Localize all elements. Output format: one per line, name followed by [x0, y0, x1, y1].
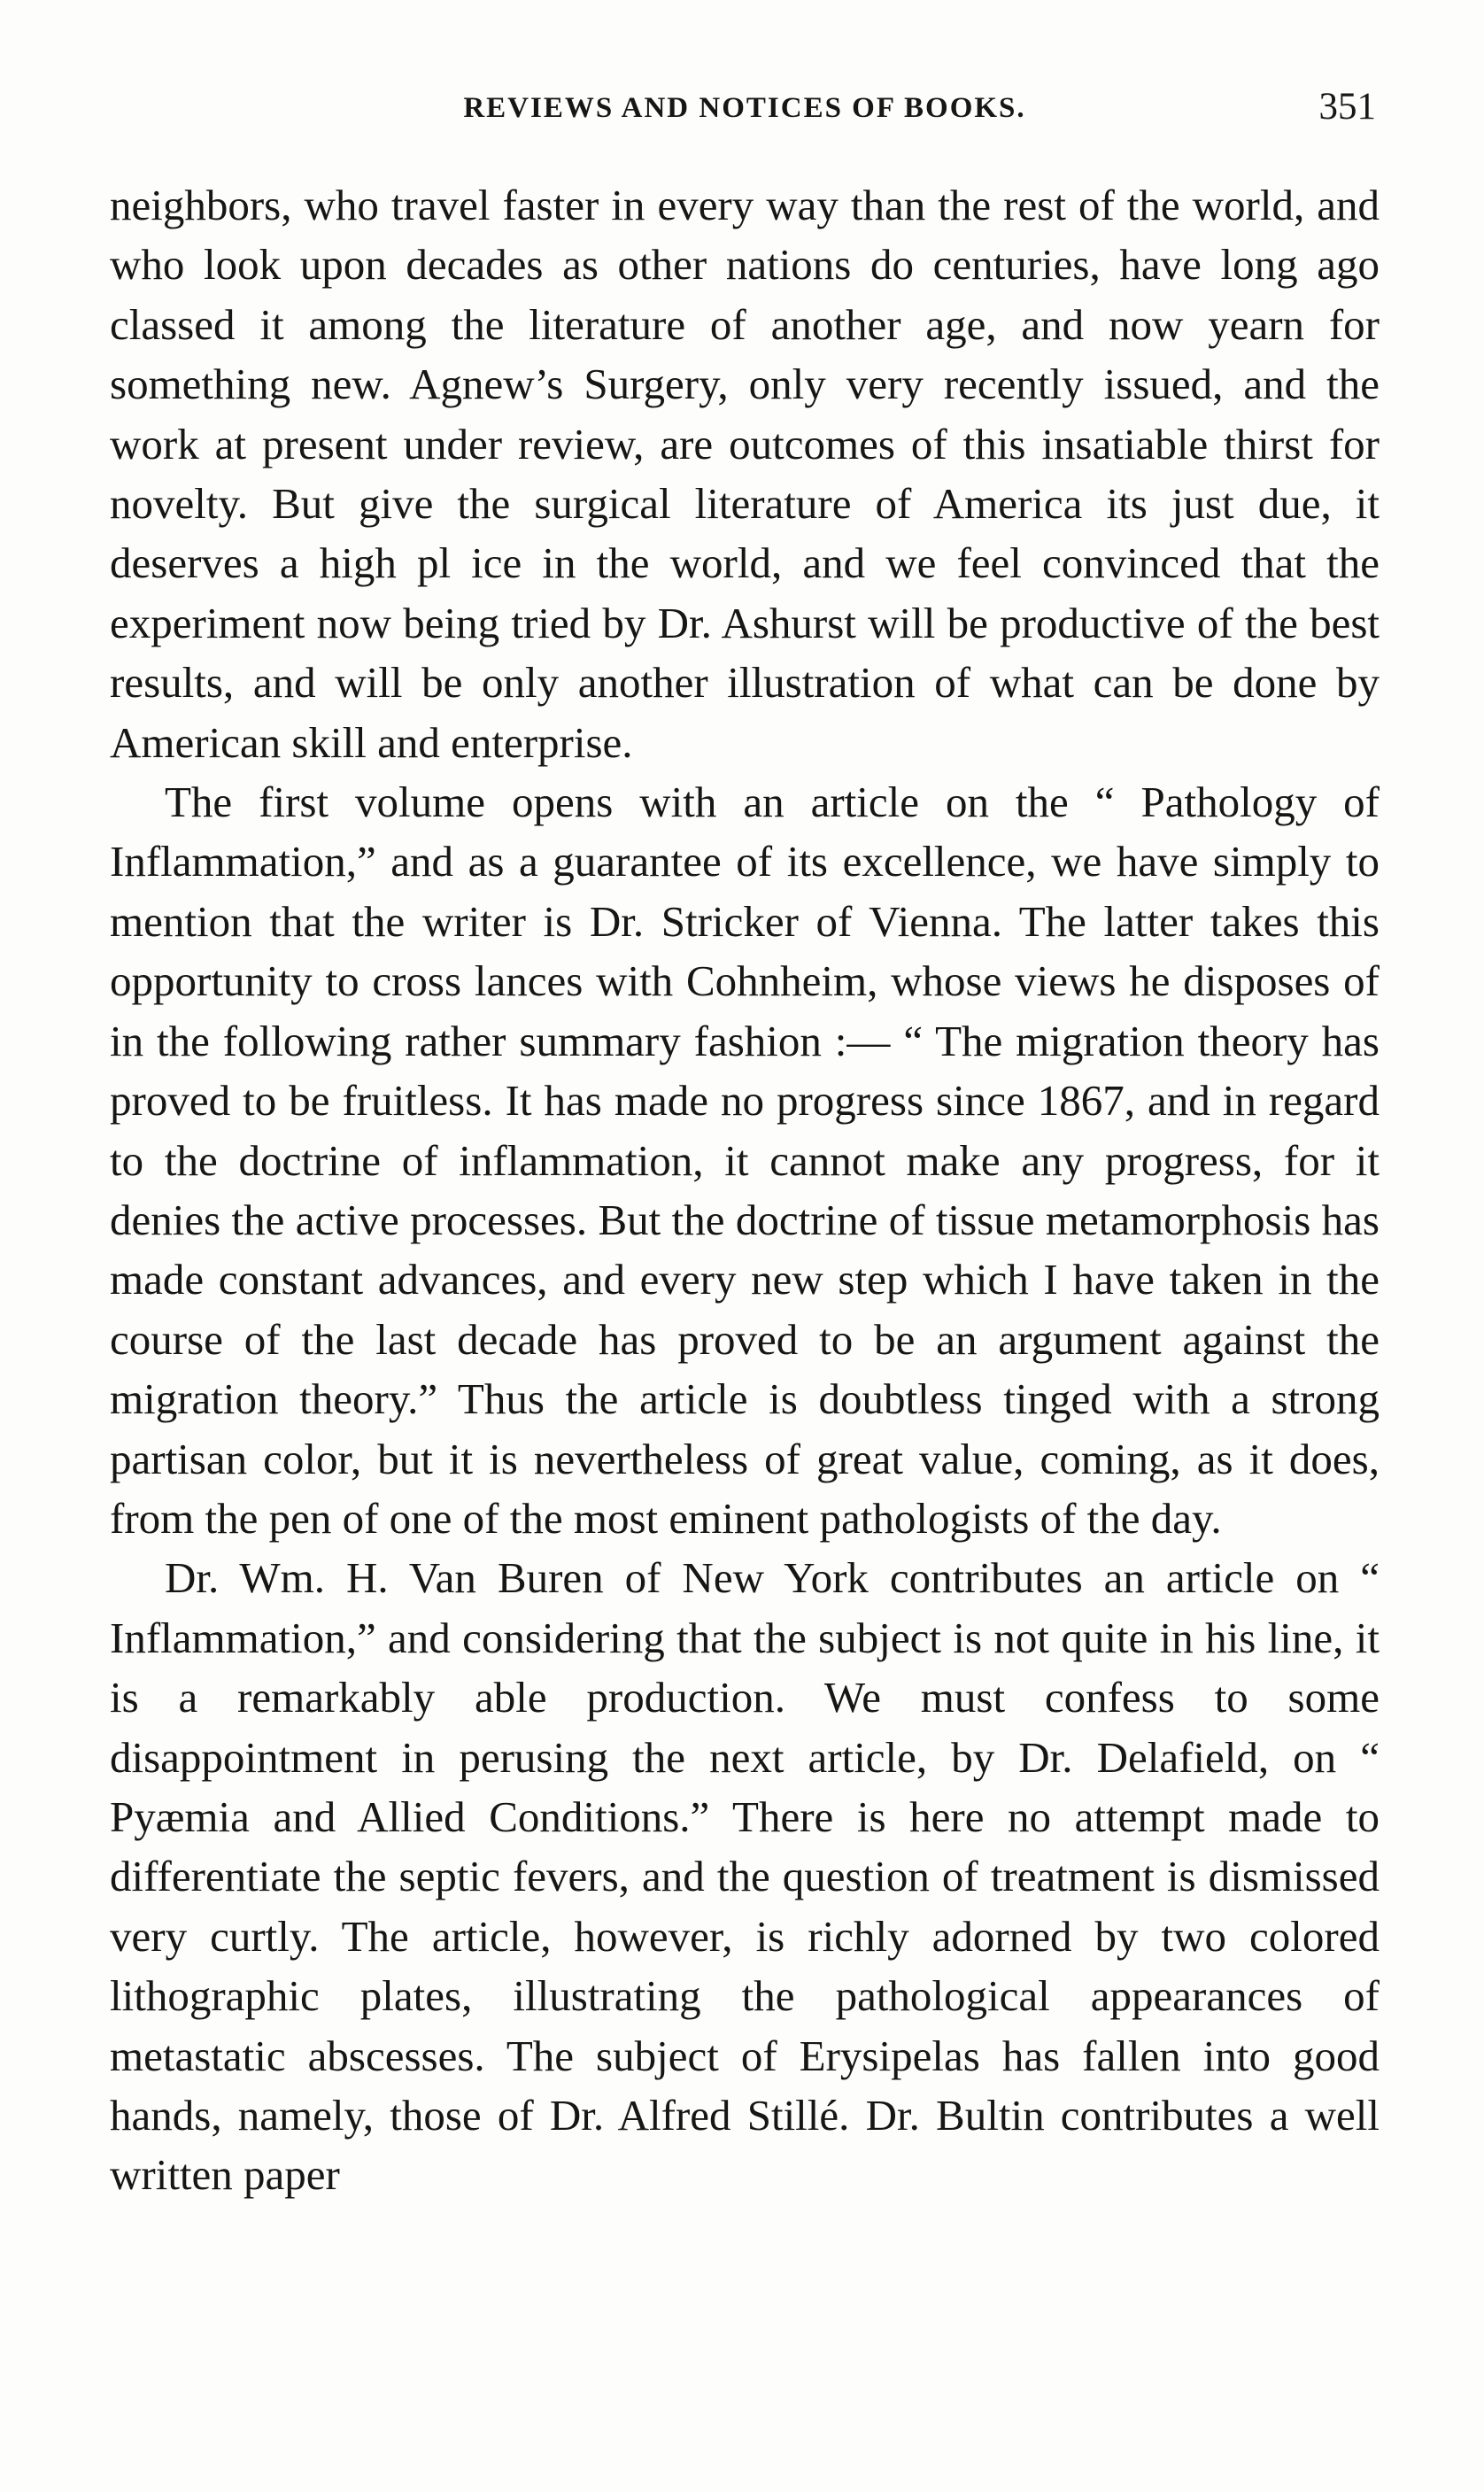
page-number: 351: [1318, 86, 1376, 128]
page-header: [110, 85, 1380, 138]
paragraph-stricker: The first volume opens with an article on the “ Pathology of Inflammation,” and as a guarantee of its excellence, we have simply to mention that the writer is Dr. Stricker of Vienna. The latter takes this opportunity to cross lances with Cohnheim, whose views he disposes of in the following rather summary fashion :— “ The migration theory has proved to be fruitless. It has made no progress since 1867, and in regard to the doctrine of inflammation, it cannot make any progress, for it denies the active processes. But the doctrine of tissue metamorphosis has made constant advances, and every new step which I have taken in the course of the last decade has proved to be an argument against the migration theory.” Thus the article is doubtless tinged with a strong partisan color, but it is nevertheless of great value, coming, as it does, from the pen of one of the most eminent pathologists of the day.: [110, 778, 1380, 1543]
paragraph-continuation: neighbors, who travel faster in every way than the rest of the world, and who look upon decades as other nations do centuries, have long ago classed it among the literature of another age, and now yearn for something new. Agnew’s Surgery, only very recently issued, and the work at present under review, are outcomes of this insatiable thirst for novelty. But give the surgical literature of America its just due, it deserves a high pl ice in the world, and we feel convinced that the experiment now being tried by Dr. Ashurst will be productive of the best results, and will be only another illustration of what can be done by American skill and enterprise.: [110, 181, 1380, 767]
running-head: REVIEWS AND NOTICES OF BOOKS.: [463, 92, 1026, 124]
paragraph-van-buren: Dr. Wm. H. Van Buren of New York contributes an article on “ Inflammation,” and considering that the subject is not quite in his line, it is a remarkably able production. We must confess to some disappointment in perusing the next article, by Dr. Delafield, on “ Pyæmia and Allied Conditions.” There is here no attempt made to differentiate the septic fevers, and the question of treatment is dismissed very curtly. The article, however, is richly adorned by two colored lithographic plates, illustrating the pathological appearances of metastatic abscesses. The subject of Erysipelas has fallen into good hands, namely, those of Dr. Alfred Stillé. Dr. Bultin contributes a well written paper: [110, 1553, 1380, 2200]
body-text: [110, 175, 1380, 2205]
